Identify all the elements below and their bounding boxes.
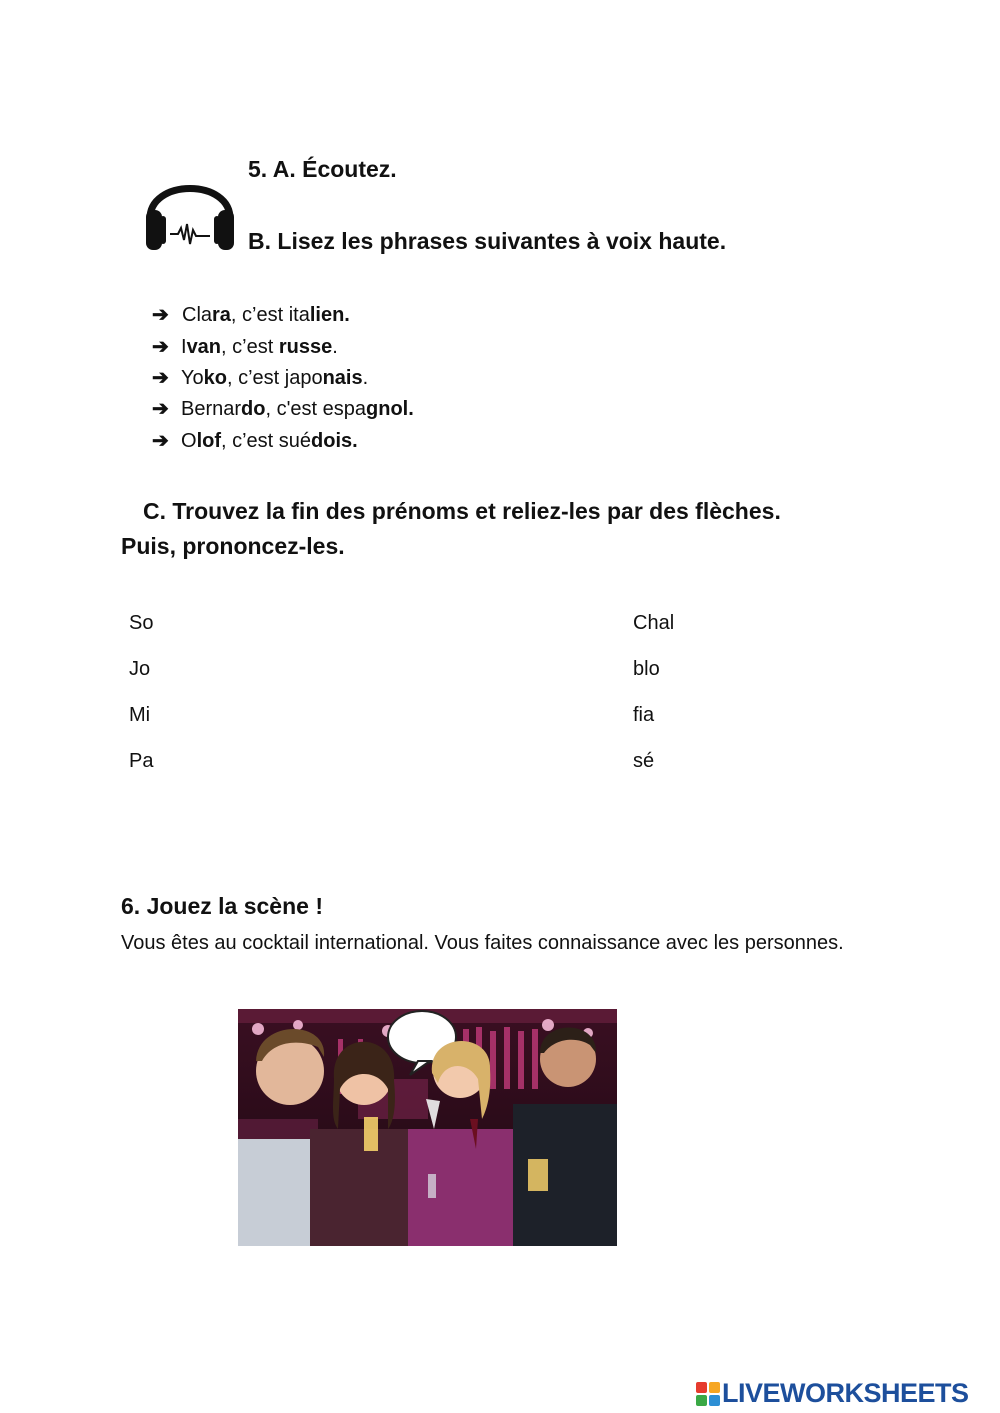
- exercise-5b-heading: B. Lisez les phrases suivantes à voix haute.: [248, 228, 727, 254]
- sentence-line: [152, 365, 368, 390]
- sentence-part: , c’est: [221, 336, 279, 358]
- sentence-part: van: [186, 336, 222, 358]
- sentence-part: , c'est espa: [265, 398, 367, 420]
- sentence-line: [152, 302, 350, 327]
- sentence-part: , c’est japo: [226, 367, 323, 389]
- right-syllable[interactable]: Chal: [633, 612, 675, 634]
- sentence-part: russe: [278, 336, 333, 358]
- left-syllable[interactable]: Mi: [129, 704, 151, 726]
- sentence-part: gnol.: [366, 398, 414, 420]
- sentence-part: lof: [196, 430, 221, 452]
- sentence-part: Bernar: [181, 398, 242, 420]
- exercise-6-text: Vous êtes au cocktail international. Vous faites connaissance avec les personnes.: [121, 932, 844, 954]
- sentence-part: Cla: [182, 304, 213, 326]
- sentence-part: ko: [203, 367, 227, 389]
- headphones-icon: [140, 158, 240, 258]
- sentence-line: [152, 396, 414, 421]
- left-syllable[interactable]: So: [129, 612, 154, 634]
- arrow-icon: ➔: [152, 367, 169, 389]
- cocktail-party-photo: [238, 1009, 617, 1246]
- sentence-line: [152, 334, 338, 359]
- sentence-part: dois.: [311, 430, 358, 452]
- sentence-part: .: [332, 336, 338, 358]
- sentence-part: lien.: [309, 304, 350, 326]
- sentence-part: Yo: [181, 367, 204, 389]
- right-syllable[interactable]: sé: [633, 750, 655, 772]
- sentence-part: do: [241, 398, 266, 420]
- left-syllable[interactable]: Pa: [129, 750, 154, 772]
- sentence-part: , c’est sué: [221, 430, 312, 452]
- sentence-part: , c’est ita: [230, 304, 310, 326]
- liveworksheets-logo: [696, 1378, 969, 1408]
- sentence-part: O: [181, 430, 197, 452]
- sentence-part: ra: [212, 304, 231, 326]
- sentence-part: nais: [322, 367, 363, 389]
- arrow-icon: ➔: [152, 336, 169, 358]
- right-syllable[interactable]: fia: [633, 704, 655, 726]
- sentence-line: [152, 428, 358, 453]
- arrow-icon: ➔: [152, 304, 169, 326]
- liveworksheets-grid-icon: [696, 1382, 720, 1406]
- right-syllable[interactable]: blo: [633, 658, 660, 680]
- exercise-5a-heading: 5. A. Écoutez.: [248, 156, 397, 182]
- exercise-5c-heading: [121, 494, 841, 564]
- exercise-5c-text: C. Trouvez la fin des prénoms et reliez-les par des flèches. Puis, prononcez-les.: [121, 498, 781, 559]
- left-syllable[interactable]: Jo: [129, 658, 151, 680]
- sentence-part: .: [362, 367, 369, 389]
- arrow-icon: ➔: [152, 430, 169, 452]
- exercise-6-title: 6. Jouez la scène !: [121, 893, 323, 919]
- arrow-icon: ➔: [152, 398, 169, 420]
- sentence-part: I: [181, 336, 187, 358]
- logo-text: LIVEWORKSHEETS: [722, 1378, 969, 1408]
